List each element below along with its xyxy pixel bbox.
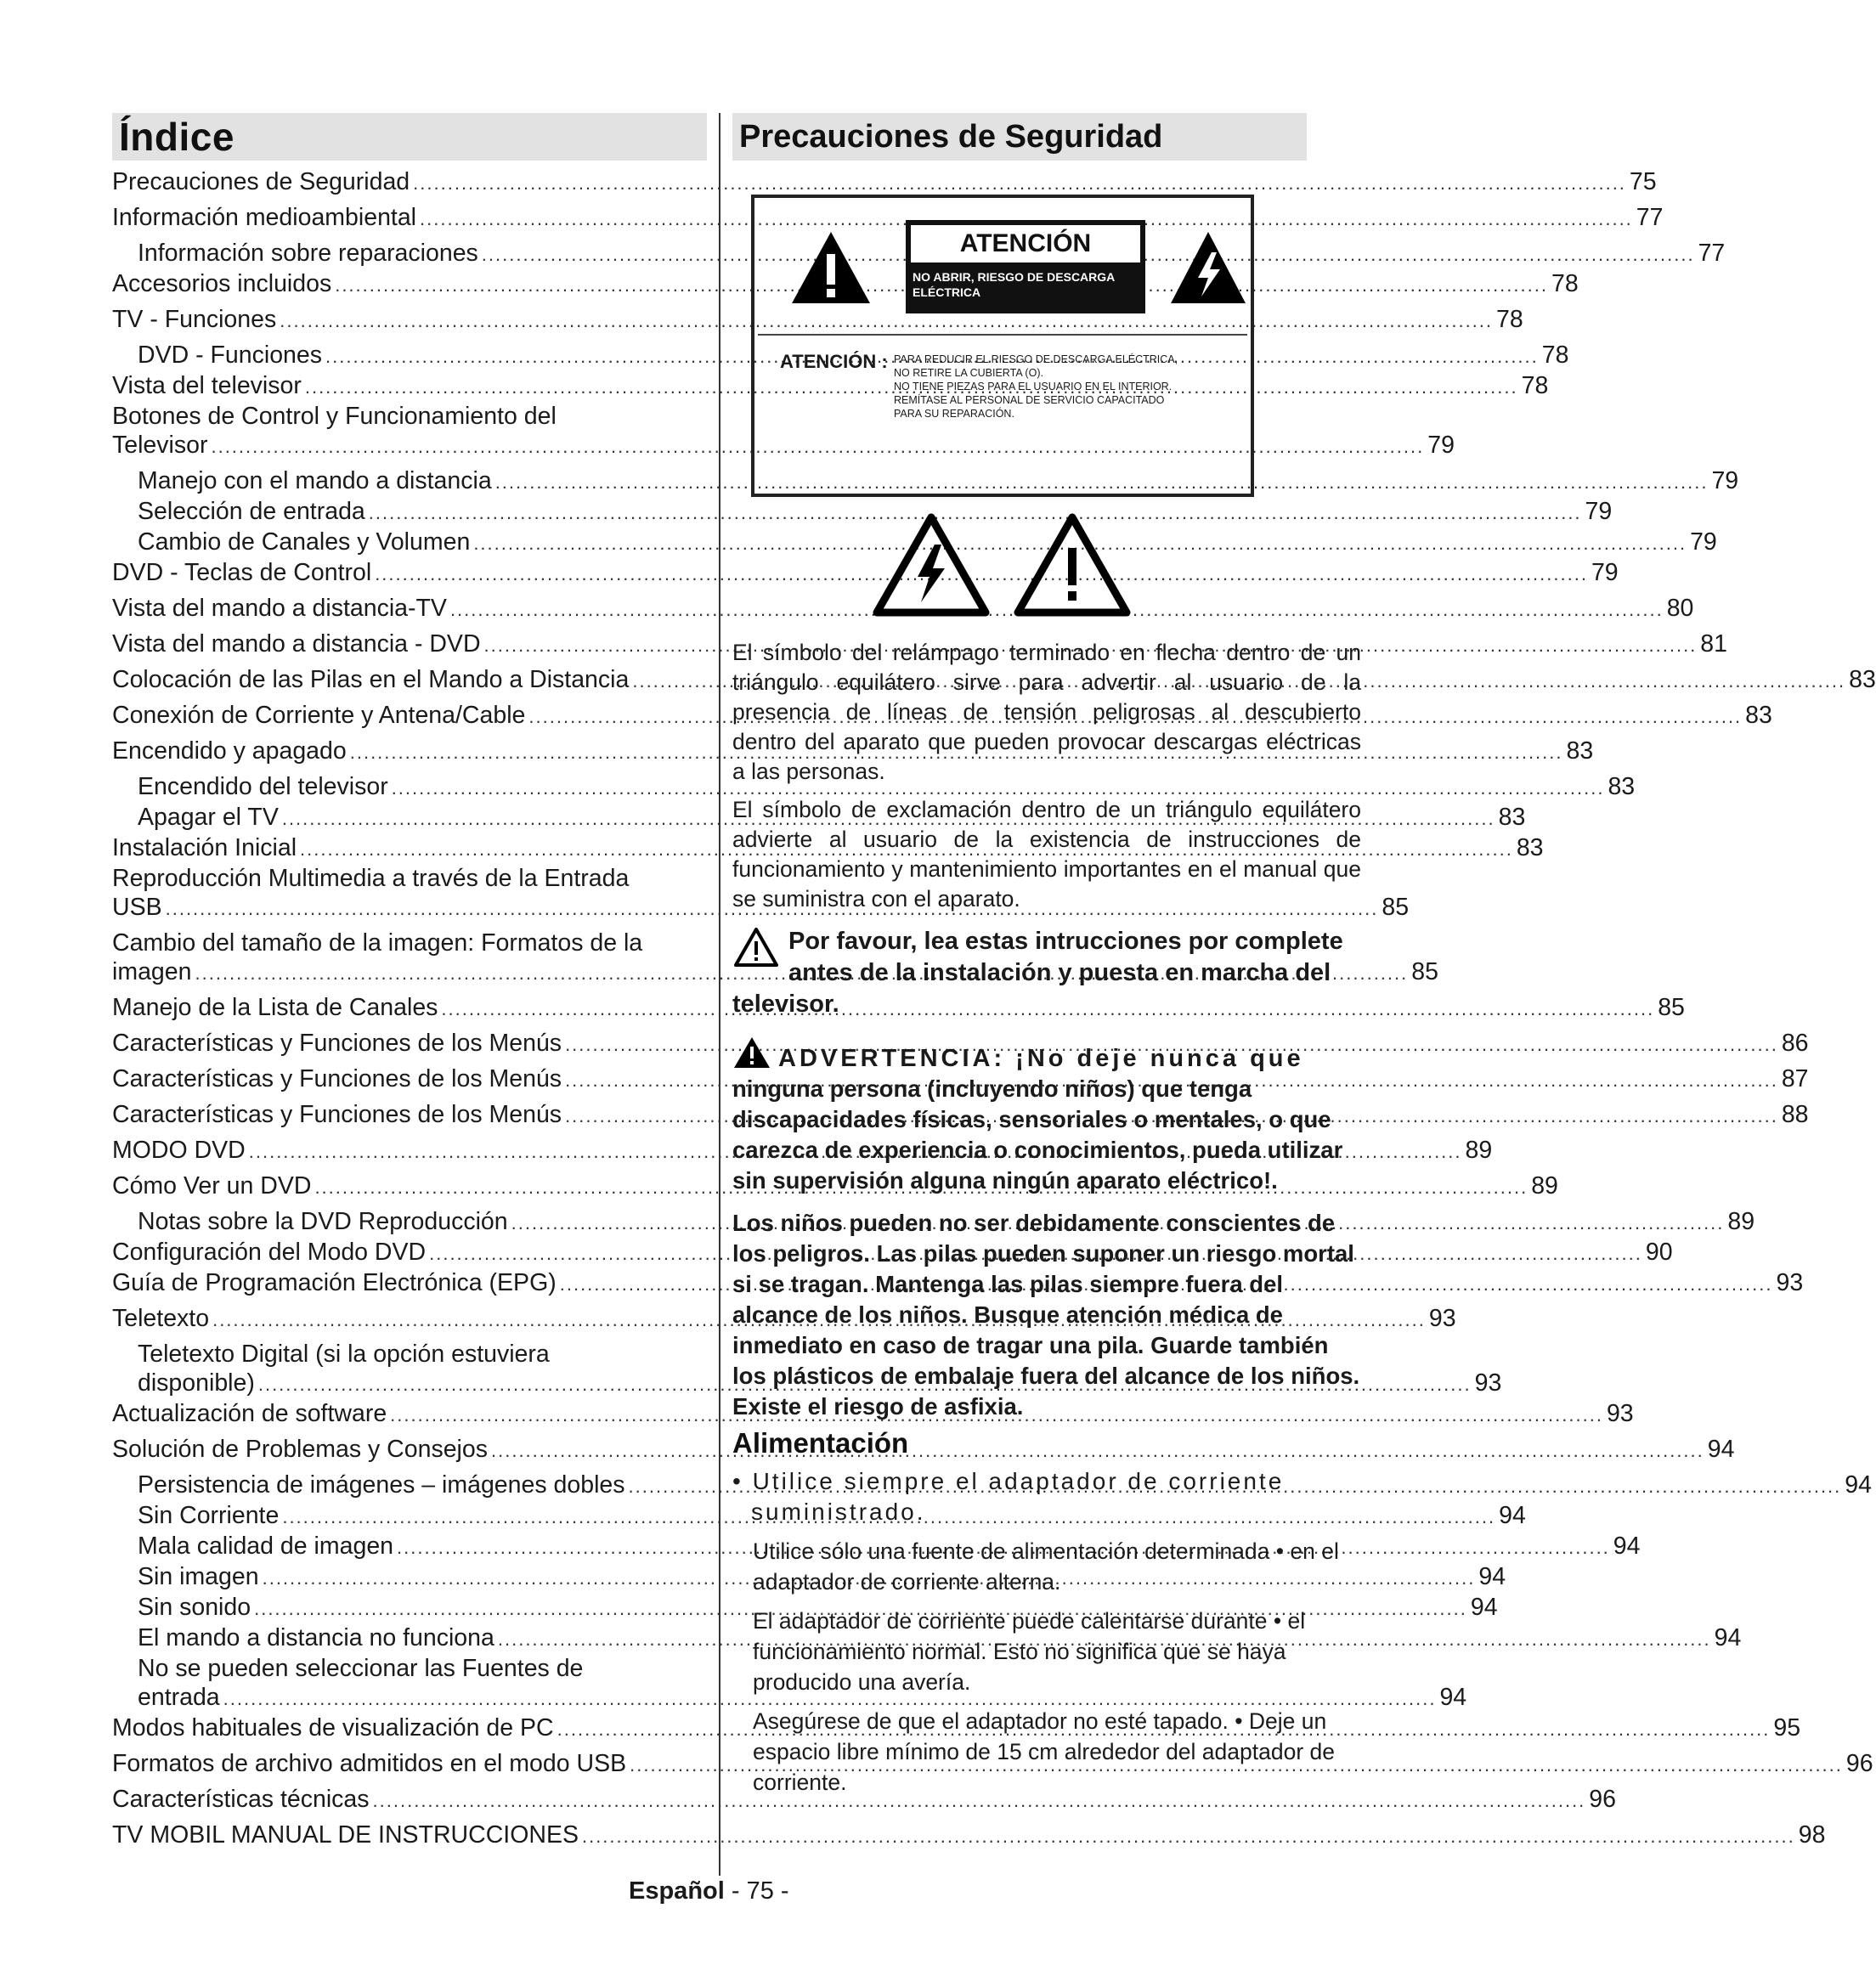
toc-page-number: 83 xyxy=(1498,804,1526,831)
toc-entry-text: Reproducción Multimedia a través de la Entrada xyxy=(112,865,630,892)
toc-entry-text: Solución de Problemas y Consejos xyxy=(112,1436,488,1463)
toc-entry-text: Características técnicas xyxy=(112,1786,370,1813)
toc-entry-text: Persistencia de imágenes – imágenes dobles xyxy=(138,1471,625,1499)
column-divider xyxy=(719,113,720,1876)
alimentacion-bullet-4: Asegúrese de que el adaptador no esté tapado. • Deje un espacio libre mínimo de 15 cm alrededor del adaptador de corriente. xyxy=(753,1708,1335,1795)
toc-entry-continuation: disponible) xyxy=(138,1369,255,1397)
toc-entry-text: Encendido del televisor xyxy=(138,773,388,800)
page-footer xyxy=(629,1877,789,1905)
exclamation-triangle-icon xyxy=(788,229,873,307)
advertencia-text: ninguna persona (incluyendo niños) que tenga discapacidades físicas, sensoriales o mentales, o que carezca de experiencia o conocimientos, pueda utilizar sin supervisión alguna ningún aparato eléctrico!. xyxy=(732,1075,1343,1194)
toc-page-number: 89 xyxy=(1727,1208,1755,1235)
toc-entry-text: Sin sonido xyxy=(138,1594,251,1621)
toc-entry xyxy=(112,1532,1641,1562)
toc-entry-text: Cambio de Canales y Volumen xyxy=(138,528,471,556)
alimentacion-bullet-2: Utilice sólo una fuente de alimentación determinada • en el adaptador de corriente alterna. xyxy=(753,1538,1339,1595)
toc-entry xyxy=(112,497,1613,528)
toc-page-number: 78 xyxy=(1521,372,1549,399)
toc-entry-text: Manejo de la Lista de Canales xyxy=(112,994,438,1021)
alimentacion-bullet-3: El adaptador de corriente puede calentarse durante • el funcionamiento normal. Esto no significa que se haya producido una avería. xyxy=(753,1608,1306,1695)
caution-line: PARA REDUCIR EL RIESGO DE DESCARGA ELÉCTRICA, xyxy=(894,353,1178,365)
toc-page-number: 93 xyxy=(1776,1269,1804,1296)
lightning-symbol-paragraph: El símbolo del relámpago terminado en flecha dentro de un triángulo equilátero sirve para advertir al usuario de la presencia de líneas de tensión peligrosas al descubierto dentro del aparato que pueden provocar descargas eléctricas a las personas. xyxy=(732,640,1361,784)
toc-entry xyxy=(112,1820,1826,1851)
atencion-label-title: ATENCIÓN xyxy=(911,225,1140,262)
toc-entry xyxy=(112,466,1739,497)
toc-entry xyxy=(112,1304,1456,1335)
toc-entry-text: Mala calidad de imagen xyxy=(138,1533,394,1560)
toc-page-number: 83 xyxy=(1566,737,1594,765)
toc-page-number: 87 xyxy=(1781,1065,1809,1092)
toc-entry-text: Configuración del Modo DVD xyxy=(112,1239,427,1266)
toc-entry-continuation: entrada xyxy=(138,1684,220,1711)
toc-entry xyxy=(112,1749,1873,1780)
alimentacion-bullet-1: • Utilice siempre el adaptador de corriente suministrado. xyxy=(732,1468,1285,1525)
toc-entry-text: Sin Corriente xyxy=(138,1502,280,1529)
toc-page-number: 81 xyxy=(1700,630,1727,658)
toc-page-number: 96 xyxy=(1589,1786,1616,1813)
toc-entry-text: Vista del mando a distancia-TV xyxy=(112,595,447,622)
toc-entry xyxy=(112,1238,1673,1268)
toc-entry xyxy=(112,1399,1634,1430)
toc-entry-text: Sin imagen xyxy=(138,1563,259,1590)
toc-entry-text: Modos habituales de visualización de PC xyxy=(112,1714,554,1741)
toc-entry xyxy=(112,1268,1804,1299)
toc-entry-text: Botones de Control y Funcionamiento del xyxy=(112,403,557,430)
alimentacion-heading: Alimentación xyxy=(732,1427,909,1459)
toc-entry xyxy=(112,665,1876,696)
caution-line: REMÍTASE AL PERSONAL DE SERVICIO CAPACITADO xyxy=(894,394,1165,406)
toc-entry xyxy=(112,1713,1801,1744)
read-instructions-notice xyxy=(732,926,1361,1020)
toc-entry-text: Actualización de software xyxy=(112,1400,387,1427)
toc-leader xyxy=(582,1822,1795,1851)
toc-page-number: 83 xyxy=(1608,773,1636,800)
toc-page-number: 89 xyxy=(1531,1172,1558,1200)
toc-entry-text: TV MOBIL MANUAL DE INSTRUCCIONES xyxy=(112,1821,579,1849)
atencion-label xyxy=(906,220,1145,313)
toc-entry-continuation: imagen xyxy=(112,958,192,985)
toc-entry xyxy=(112,558,1619,589)
toc-page-number: 79 xyxy=(1711,467,1739,494)
toc-entry-text: Teletexto xyxy=(112,1305,210,1332)
toc-entry-text: Características y Funciones de los Menús xyxy=(112,1101,562,1128)
footer-page-number: - 75 - xyxy=(731,1877,789,1905)
toc-page-number: 85 xyxy=(1411,958,1438,985)
atencion-label-sub2: ELÉCTRICA xyxy=(913,285,981,299)
caution-line: NO TIENE PIEZAS PARA EL USUARIO EN EL INTERIOR. xyxy=(894,381,1172,392)
toc-page-number: 90 xyxy=(1645,1239,1673,1266)
toc-entry xyxy=(112,1100,1809,1131)
exclamation-symbol-paragraph: El símbolo de exclamación dentro de un triángulo equilátero advierte al usuario de la existencia de instrucciones de funcionamiento y mantenimiento importantes en el manual que se suministra con el aparato. xyxy=(732,797,1361,912)
toc-entry-text: Vista del mando a distancia - DVD xyxy=(112,630,481,658)
toc-entry-text: DVD - Teclas de Control xyxy=(112,559,372,586)
toc-entry xyxy=(112,594,1694,624)
toc-page-number: 94 xyxy=(1707,1436,1735,1463)
toc-entry-text: Manejo con el mando a distancia xyxy=(138,467,492,494)
toc-page-number: 79 xyxy=(1591,559,1619,586)
caution-line: PARA SU REPARACIÓN. xyxy=(894,408,1014,420)
toc-entry-text: Precauciones de Seguridad xyxy=(112,168,410,195)
children-warning: Los niños pueden no ser debidamente conscientes de los peligros. Las pilas pueden suponer un riesgo mortal si se tragan. Mantenga las pilas siempre fuera del alcance de los niños. Busque atención médica de inmediato en caso de tragar una pila. Guarde también los plásticos de embalaje fuera del alcance de los niños. Existe el riesgo de asfixia. xyxy=(732,1210,1360,1420)
exclamation-outline-triangle-icon xyxy=(1013,511,1132,621)
toc-entry xyxy=(112,833,1544,864)
toc-page-number: 98 xyxy=(1798,1821,1826,1849)
toc-page-number: 96 xyxy=(1845,1750,1873,1777)
toc-entry xyxy=(112,772,1636,803)
toc-page-number: 78 xyxy=(1551,270,1579,297)
toc-entry-text: Colocación de las Pilas en el Mando a Distancia xyxy=(112,666,630,693)
toc-entry xyxy=(112,1785,1616,1815)
toc-entry-text: Vista del televisor xyxy=(112,372,302,399)
caution-lines xyxy=(894,353,1178,421)
toc-page-number: 79 xyxy=(1585,498,1613,525)
toc-entry-text: Selección de entrada xyxy=(138,498,365,525)
index-heading xyxy=(112,113,707,161)
notice-text: Por favour, lea estas intrucciones por complete antes de la instalación y puesta en marcha del televisor. xyxy=(732,928,1343,1018)
toc-page-number: 93 xyxy=(1474,1369,1502,1397)
toc-entry-text: Instalación Inicial xyxy=(112,834,297,861)
toc-entry-text: Cómo Ver un DVD xyxy=(112,1172,312,1200)
toc-entry-text: Cambio del tamaño de la imagen: Formatos de la xyxy=(112,929,643,957)
toc-entry xyxy=(112,993,1685,1024)
toc-entry xyxy=(112,167,1657,198)
toc-page-number: 94 xyxy=(1845,1471,1872,1499)
toc-entry-text: Información sobre reparaciones xyxy=(138,240,478,267)
toc-entry-text: Accesorios incluidos xyxy=(112,270,332,297)
toc-page-number: 93 xyxy=(1428,1305,1456,1332)
toc-entry-text: Información medioambiental xyxy=(112,204,417,231)
advertencia-block xyxy=(732,1036,1361,1196)
toc-page-number: 85 xyxy=(1382,894,1410,921)
toc-page-number: 79 xyxy=(1427,432,1455,459)
toc-entry xyxy=(112,1654,1467,1713)
toc-page-number: 77 xyxy=(1698,240,1726,267)
toc-entry-text: DVD - Funciones xyxy=(138,342,322,369)
toc-page-number: 83 xyxy=(1745,702,1772,729)
atencion-label-sub1: NO ABRIR, RIESGO DE DESCARGA xyxy=(913,270,1116,284)
warning-outline-icon xyxy=(732,926,780,968)
toc-page-number: 85 xyxy=(1658,994,1685,1021)
toc-entry xyxy=(112,737,1594,767)
toc-entry xyxy=(112,305,1523,336)
caution-word: ATENCIÓN : xyxy=(780,351,888,372)
toc-entry-text: No se pueden seleccionar las Fuentes de xyxy=(138,1655,584,1682)
toc-page-number: 78 xyxy=(1496,306,1523,333)
toc-page-number: 93 xyxy=(1606,1400,1634,1427)
toc-entry xyxy=(112,1623,1742,1654)
safety-heading xyxy=(732,113,1307,161)
toc-entry-text: TV - Funciones xyxy=(112,306,277,333)
toc-page-number: 83 xyxy=(1849,666,1876,693)
toc-page-number: 78 xyxy=(1541,342,1569,369)
toc-page-number: 95 xyxy=(1773,1714,1801,1741)
toc-entry-text: Notas sobre la DVD Reproducción xyxy=(138,1208,508,1235)
toc-entry xyxy=(112,1593,1498,1623)
toc-entry xyxy=(112,629,1727,660)
toc-page-number: 86 xyxy=(1781,1030,1809,1057)
toc-entry xyxy=(112,1171,1558,1202)
toc-page-number: 75 xyxy=(1629,168,1657,195)
safety-title: Precauciones de Seguridad xyxy=(739,118,1163,155)
caution-label-box xyxy=(751,195,1254,497)
toc-entry-text: Formatos de archivo admitidos en el modo USB xyxy=(112,1750,627,1777)
toc-entry-text: Encendido y apagado xyxy=(112,737,347,765)
toc-entry-continuation: Televisor xyxy=(112,432,208,459)
caution-line: NO RETIRE LA CUBIERTA (O). xyxy=(894,367,1043,379)
lightning-triangle-icon xyxy=(1167,229,1249,307)
index-title: Índice xyxy=(119,115,234,159)
toc-page-number: 79 xyxy=(1690,528,1717,556)
toc-entry xyxy=(112,1207,1755,1238)
symbol-triangles xyxy=(751,511,1252,621)
toc-entry-text: Conexión de Corriente y Antena/Cable xyxy=(112,702,526,729)
toc-entry-text: Características y Funciones de los Menús xyxy=(112,1030,562,1057)
toc-entry xyxy=(112,803,1526,833)
toc-page-number: 80 xyxy=(1666,595,1694,622)
toc-entry xyxy=(112,864,1410,923)
toc-entry-text: Características y Funciones de los Menús xyxy=(112,1065,562,1092)
advertencia-lead: ADVERTENCIA: ¡No deje nunca que xyxy=(778,1045,1304,1072)
toc-page-number: 89 xyxy=(1465,1137,1493,1164)
toc-page-number: 88 xyxy=(1781,1101,1809,1128)
toc-page-number: 94 xyxy=(1439,1684,1467,1711)
toc-entry xyxy=(112,1340,1502,1399)
toc-entry-text: El mando a distancia no funciona xyxy=(138,1624,494,1651)
toc-page-number: 94 xyxy=(1478,1563,1506,1590)
toc-entry xyxy=(112,701,1772,731)
toc-page-number: 94 xyxy=(1499,1502,1526,1529)
toc-entry-continuation: USB xyxy=(112,894,162,921)
toc-entry xyxy=(112,528,1717,558)
warning-filled-icon xyxy=(732,1036,771,1070)
toc-entry xyxy=(112,203,1664,234)
lightning-outline-triangle-icon xyxy=(872,511,991,621)
toc-entry xyxy=(112,1136,1493,1166)
toc-entry-text: Teletexto Digital (si la opción estuviera xyxy=(138,1341,550,1368)
toc-entry xyxy=(112,1064,1809,1095)
toc-page-number: 94 xyxy=(1714,1624,1742,1651)
toc-page-number: 83 xyxy=(1516,834,1544,861)
toc-entry-text: Apagar el TV xyxy=(138,804,279,831)
toc-entry xyxy=(112,1501,1526,1532)
toc-page-number: 77 xyxy=(1636,204,1664,231)
box-rule xyxy=(758,334,1247,336)
toc-page-number: 94 xyxy=(1613,1533,1641,1560)
toc-entry-text: MODO DVD xyxy=(112,1137,246,1164)
safety-column xyxy=(732,113,1361,1798)
toc-entry-text: Guía de Programación Electrónica (EPG) xyxy=(112,1269,557,1296)
toc-page-number: 94 xyxy=(1470,1594,1498,1621)
footer-language: Español xyxy=(629,1877,725,1905)
